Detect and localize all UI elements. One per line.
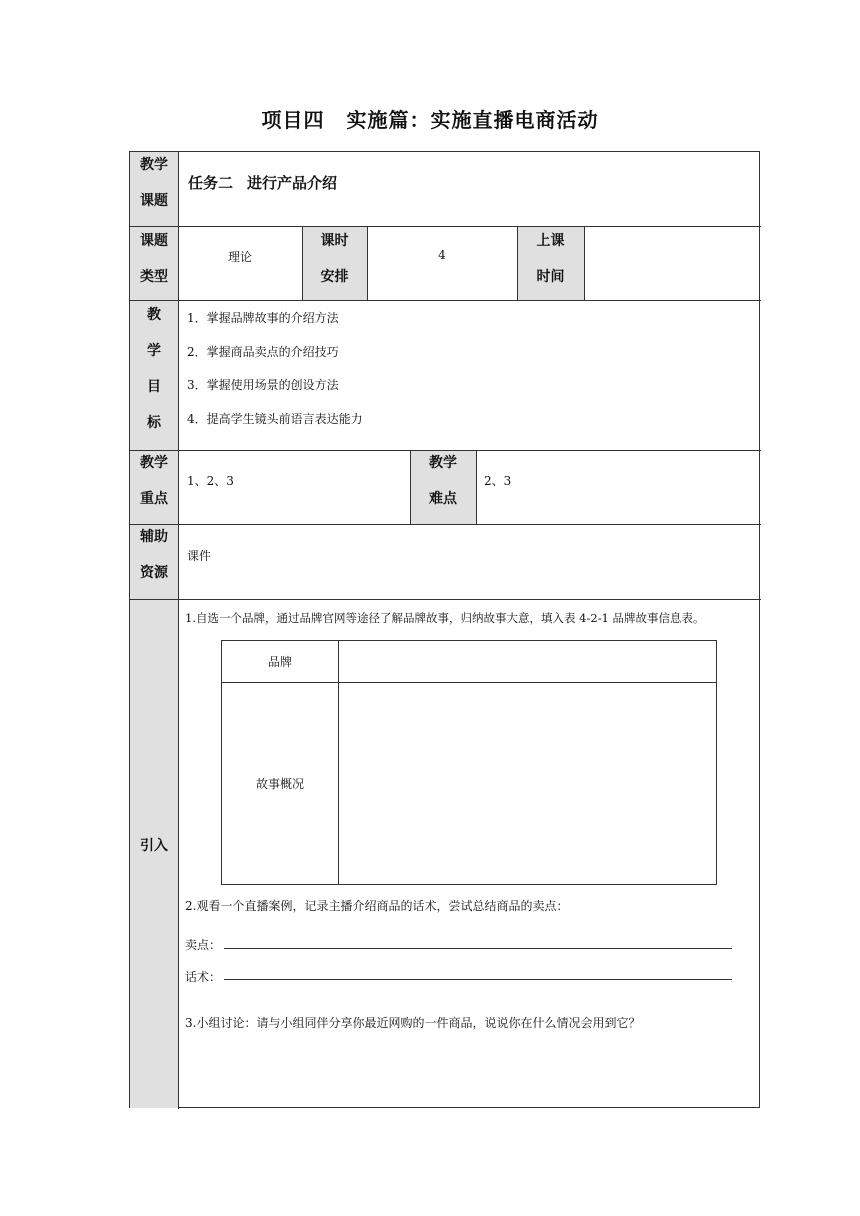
- label-hours-line1: 课时: [320, 233, 349, 249]
- label-type: [130, 226, 178, 300]
- label-key-points: [130, 450, 178, 524]
- label-type-line2: 类型: [140, 269, 168, 285]
- intro-item-1: 1.自选一个品牌，通过品牌官网等途径了解品牌故事，归纳故事大意，填入表 4-2-1 品牌故事信息表。: [185, 611, 705, 625]
- task-number: 任务二: [188, 174, 234, 192]
- label-diff-line1: 教学: [429, 455, 457, 471]
- story-label: 故事概况: [255, 777, 304, 791]
- label-topic-line1: 教学: [140, 157, 168, 173]
- label-topic: [130, 152, 178, 226]
- story-input-cell[interactable]: [339, 683, 716, 884]
- goal-item-4: 4．提高学生镜头前语言表达能力: [187, 412, 363, 426]
- label-type-line1: 课题: [140, 233, 168, 249]
- label-intro-text: 引入: [140, 838, 168, 854]
- difficulties-value: 2、3: [484, 474, 512, 488]
- task-title: [188, 172, 337, 193]
- title-project: 项目四: [261, 108, 325, 132]
- brand-input-cell[interactable]: [339, 641, 716, 682]
- label-class-time-line1: 上课: [536, 233, 565, 249]
- label-resources-line2: 资源: [140, 565, 168, 581]
- goal-item-2: 2．掌握商品卖点的介绍技巧: [187, 345, 339, 359]
- label-goals-char4: 标: [147, 415, 161, 431]
- task-name: 进行产品介绍: [247, 174, 338, 192]
- label-goals-char3: 目: [147, 379, 161, 395]
- label-class-time-line2: 时间: [536, 269, 565, 285]
- hours-value: 4: [438, 248, 446, 262]
- label-difficulties: [410, 450, 476, 524]
- label-class-time: [517, 226, 584, 300]
- title-main: 实施篇：实施直播电商活动: [346, 108, 599, 132]
- brand-label: 品牌: [267, 655, 292, 669]
- label-goals-char2: 学: [147, 343, 161, 359]
- label-hours-line2: 安排: [320, 269, 349, 285]
- label-resources: [130, 524, 178, 599]
- selling-points-label: 卖点：: [185, 938, 222, 952]
- label-hours: [302, 226, 367, 300]
- brand-story-table: [221, 640, 717, 885]
- label-intro: [130, 599, 178, 1108]
- script-blank[interactable]: [224, 979, 732, 980]
- course-type-value: 理论: [227, 250, 252, 264]
- label-key-line1: 教学: [140, 455, 168, 471]
- label-key-line2: 重点: [140, 491, 168, 507]
- key-points-value: 1、2、3: [187, 474, 234, 488]
- label-resources-line1: 辅助: [140, 529, 168, 545]
- intro-item-2: 2.观看一个直播案例，记录主播介绍商品的话术，尝试总结商品的卖点：: [185, 899, 569, 913]
- goal-item-3: 3．掌握使用场景的创设方法: [187, 378, 339, 392]
- resources-value: 课件: [187, 549, 212, 563]
- lesson-plan-table: [129, 151, 760, 1108]
- selling-points-blank[interactable]: [224, 948, 732, 949]
- intro-item-3: 3.小组讨论：请与小组同伴分享你最近网购的一件商品，说说你在什么情况会用到它？: [185, 1016, 641, 1030]
- goal-item-1: 1．掌握品牌故事的介绍方法: [187, 311, 339, 325]
- label-diff-line2: 难点: [429, 491, 457, 507]
- page-title: [0, 104, 860, 133]
- label-goals: [130, 300, 178, 450]
- label-topic-line2: 课题: [140, 193, 168, 209]
- script-label: 话术：: [185, 970, 222, 984]
- label-goals-char1: 教: [147, 307, 161, 323]
